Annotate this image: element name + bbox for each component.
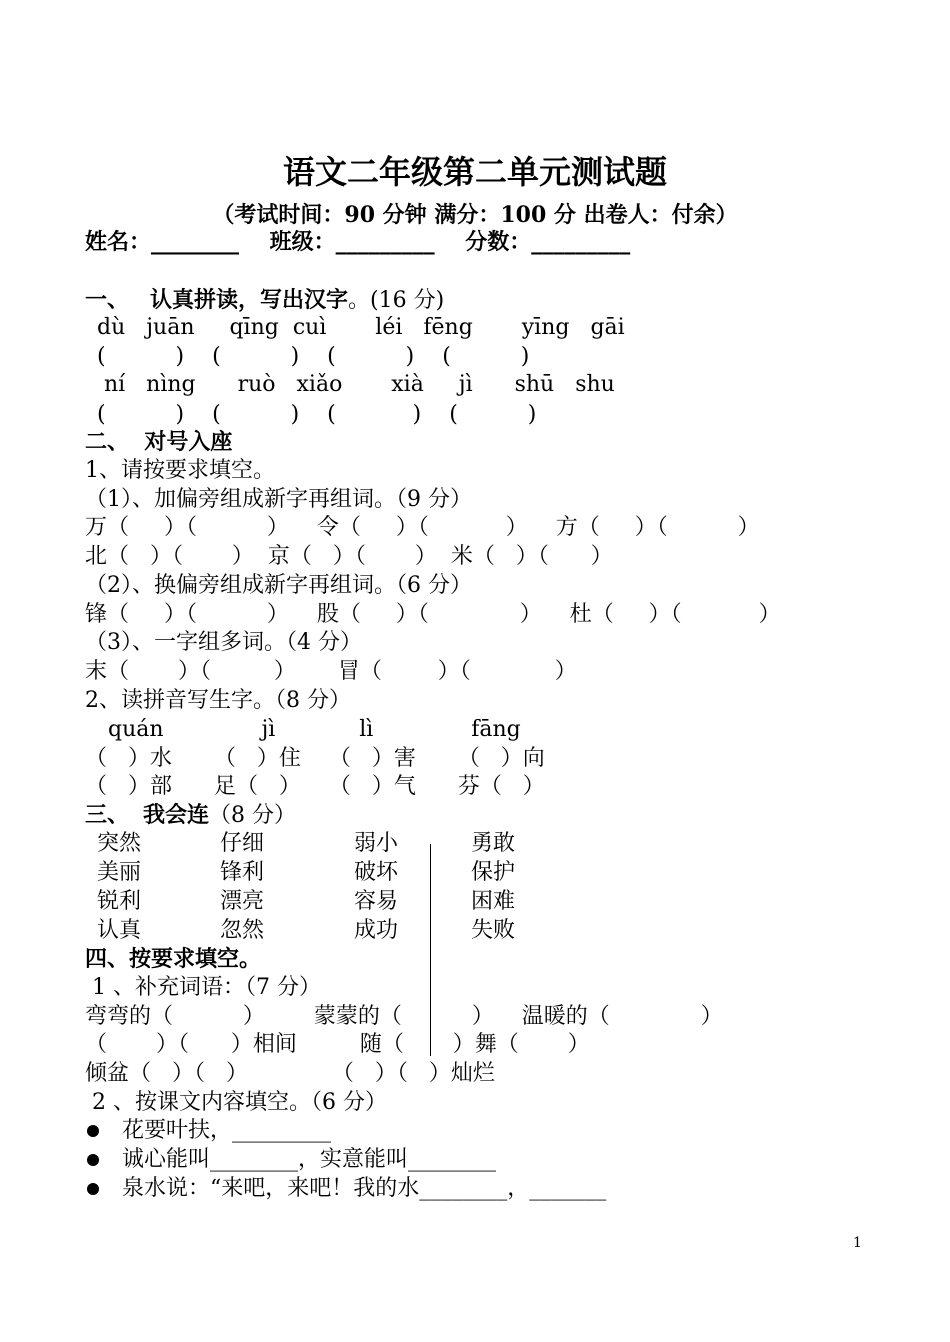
match-word: 突然	[97, 831, 142, 856]
section2-heading: 二、 对号入座	[85, 429, 233, 455]
match-word: 破坏	[354, 860, 399, 885]
page-number: 1	[853, 1235, 862, 1251]
page-title: 语文二年级第二单元测试题	[282, 153, 667, 191]
section1-title: 认真拼读，写出汉字	[150, 287, 349, 313]
section2-q1-1-line1: 万（ ）（ ） 令（ ）（ ） 方（ ）（ ）	[85, 515, 760, 540]
section2-q1-1: （1）、加偏旁组成新字再组词。（9 分）	[85, 487, 472, 512]
match-word: 仔细	[220, 831, 265, 856]
match-word: 锐利	[97, 889, 142, 914]
section4-q1: 1 、补充词语：（7 分）	[85, 975, 321, 1000]
section2-q1-3-line1: 末（ ）（ ） 冒（ ）（ ）	[85, 659, 577, 684]
section1-number: 一、	[85, 287, 130, 313]
section4-q1-line3: 倾盆（ ）（ ） （ ）（ ）灿烂	[85, 1061, 495, 1086]
section4-q1-line2: （ ）（ ）相间 随（ ）舞（ ）	[85, 1032, 590, 1057]
student-info-line: 姓名：________ 班级：_________ 分数：_________	[85, 229, 631, 255]
section3-heading	[85, 801, 296, 830]
match-word: 锋利	[220, 860, 265, 885]
fill-in-item: 诚心能叫________，实意能叫________	[122, 1147, 497, 1172]
section2-q1: 1、请按要求填空。	[85, 458, 275, 483]
bullet-icon	[87, 1154, 99, 1166]
section2-q2: 2、读拼音写生字。（8 分）	[85, 688, 351, 713]
match-word: 美丽	[97, 860, 142, 885]
section1-score: 。(16 分)	[348, 288, 445, 313]
section3-title: 我会连	[143, 802, 210, 828]
match-word: 认真	[97, 918, 142, 943]
section1-pinyin-row1: dù juān qīng cuì léi fēng yīng gāi	[97, 315, 625, 340]
exam-info-subtitle: （考试时间：90 分钟 满分：100 分 出卷人：付余）	[212, 202, 738, 228]
match-word: 勇敢	[471, 831, 516, 856]
section3-score: （8 分）	[209, 803, 297, 828]
match-word: 困难	[471, 889, 516, 914]
section1-heading	[85, 286, 444, 315]
section2-q1-2: （2）、换偏旁组成新字再组词。（6 分）	[85, 573, 472, 598]
section3-number: 三、	[85, 802, 130, 828]
match-word: 容易	[354, 889, 399, 914]
match-word: 漂亮	[220, 889, 265, 914]
section2-q2-line2: （ ）部 足（ ） （ ）气 芬（ ）	[85, 774, 545, 799]
match-word: 失败	[471, 918, 516, 943]
fill-in-item: 花要叶扶，_________	[122, 1118, 332, 1143]
section4-q1-line1: 弯弯的（ ） 蒙蒙的（ ） 温暖的（ ）	[85, 1004, 723, 1029]
bullet-icon	[87, 1125, 99, 1137]
section4-q2: 2 、按课文内容填空。（6 分）	[85, 1090, 387, 1115]
fill-in-item: 泉水说：“来吧，来吧！我的水________，_______	[122, 1176, 607, 1201]
section1-boxes-row1: ( ) ( ) ( ) ( )	[97, 344, 530, 369]
section1-boxes-row2: ( ) ( ) ( ) ( )	[97, 402, 537, 427]
section2-q1-2-line1: 锋（ ）（ ） 股（ ）（ ） 杜（ ）（ ）	[85, 602, 781, 627]
section1-pinyin-row2: ní nìng ruò xiǎo xià jì shū shu	[97, 372, 615, 397]
match-word: 弱小	[354, 831, 399, 856]
section2-q2-pinyin: quán jì lì fāng	[108, 717, 521, 742]
match-word: 忽然	[220, 918, 265, 943]
section4-heading: 四、按要求填空。	[85, 946, 262, 972]
match-word: 保护	[471, 860, 516, 885]
bullet-icon	[87, 1183, 99, 1195]
section2-q2-line1: （ ）水 （ ）住 （ ）害 （ ）向	[85, 746, 545, 771]
section2-q1-3: （3）、一字组多词。（4 分）	[85, 630, 362, 655]
match-word: 成功	[354, 918, 399, 943]
section2-q1-1-line2: 北（ ）（ ） 京（ ）（ ） 米（ ）（ ）	[85, 544, 613, 569]
